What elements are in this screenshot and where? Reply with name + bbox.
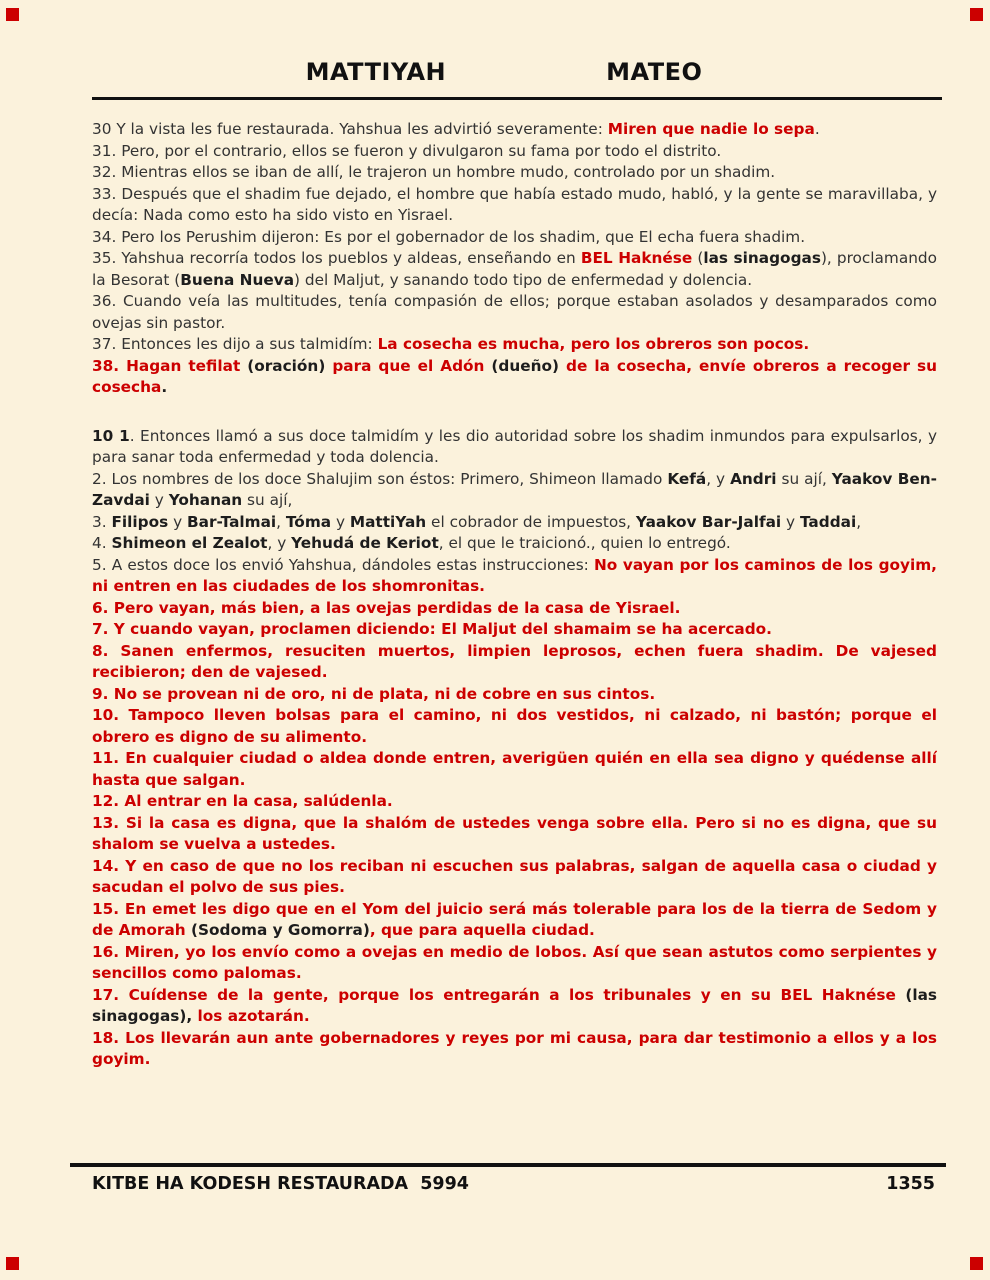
corner-decoration-top-left xyxy=(6,8,19,21)
corner-decoration-bottom-right xyxy=(970,1257,983,1270)
footer-book-title: KITBE HA KODESH RESTAURADA 5994 xyxy=(92,1174,469,1194)
text-run: ), proclamando la Besorat ( xyxy=(92,249,937,289)
text-run: 7. Y cuando vayan, proclamen diciendo: El Maljut del shamaim se ha acercado. xyxy=(92,620,772,638)
paragraph xyxy=(92,856,937,899)
paragraph xyxy=(92,705,937,748)
paragraph xyxy=(92,899,937,942)
text-run: su ají, xyxy=(776,469,832,488)
text-run: , xyxy=(276,512,286,531)
paragraph xyxy=(92,813,937,856)
paragraph xyxy=(92,985,937,1028)
paragraph xyxy=(92,184,937,227)
title-mateo: MATEO xyxy=(606,58,703,86)
text-run: 37. Entonces les dijo a sus talmidím: xyxy=(92,335,378,353)
text-run: (Sodoma y Gomorra) xyxy=(191,921,370,939)
text-run: (oración) xyxy=(247,356,333,375)
text-run: 33. Después que el shadim fue dejado, el hombre que había estado mudo, habló, y la gente se maravillaba, y decía: Nada como esto ha sido visto en Yisrael. xyxy=(92,184,937,224)
text-run: 30 Y la vista les fue restaurada. Yahshua les advirtió severamente: xyxy=(92,120,608,138)
text-run: 38. Hagan tefilat xyxy=(92,356,248,375)
text-run: para que el Adón xyxy=(332,356,492,375)
text-run: Miren que nadie lo sepa xyxy=(607,120,815,138)
text-run: 36. Cuando veía las multitudes, tenía compasión de ellos; porque estaban asolados y desamparados como ovejas sin pastor. xyxy=(92,292,937,332)
corner-decoration-top-right xyxy=(970,8,983,21)
paragraph xyxy=(92,248,937,291)
header-rule xyxy=(92,97,942,100)
text-run: 2. Los nombres de los doce Shalujim son éstos: Primero, Shimeon llamado xyxy=(92,469,668,488)
text-run: Yohanan xyxy=(168,491,243,509)
text-run: 17. Cuídense de la gente, porque los entregarán a los tribunales y en su BEL Haknése xyxy=(92,985,906,1004)
paragraph xyxy=(92,641,937,684)
text-run: (dueño) xyxy=(491,356,567,375)
text-run: 16. Miren, yo los envío como a ovejas en medio de lobos. Así que sean astutos como serpientes y sencillos como palomas. xyxy=(92,942,937,982)
text-run: su ají, xyxy=(242,491,293,509)
paragraph xyxy=(92,162,937,184)
footer-rule xyxy=(70,1163,946,1167)
paragraph xyxy=(92,1028,937,1071)
page-footer xyxy=(92,1174,935,1194)
text-run: (las sinagogas), xyxy=(92,985,937,1025)
text-run: 31. Pero, por el contrario, ellos se fueron y divulgaron su fama por todo el distrito. xyxy=(92,141,722,160)
paragraph xyxy=(92,598,937,620)
text-run: No vayan por los caminos de los goyim, ni entren en las ciudades de los shomronitas. xyxy=(92,555,937,595)
text-run: 3. xyxy=(92,512,112,531)
text-run: 14. Y en caso de que no los reciban ni escuchen sus palabras, salgan de aquella casa o ciudad y sacudan el polvo de sus pies. xyxy=(92,856,937,896)
text-run: , y xyxy=(706,469,731,488)
text-run: ( xyxy=(692,249,704,267)
text-run: Yehudá de Keriot xyxy=(291,534,439,552)
text-run: Buena Nueva xyxy=(180,270,295,289)
text-run: 12. Al entrar en la casa, salúdenla. xyxy=(92,792,393,810)
text-run: Taddai xyxy=(799,512,857,531)
text-run: 15. En emet les digo que en el Yom del juicio será más tolerable para los de la tierra de Sedom y de Amorah xyxy=(92,899,937,939)
text-run: , el que le traicionó., quien lo entregó. xyxy=(438,534,731,552)
text-run: el cobrador de impuestos, xyxy=(426,512,636,531)
text-run: 18. Los llevarán aun ante gobernadores y reyes por mi causa, para dar testimonio a ellos y a los goyim. xyxy=(92,1028,937,1068)
text-run: 9. No se provean ni de oro, ni de plata, ni de cobre en sus cintos. xyxy=(92,684,656,703)
text-run: 10. Tampoco lleven bolsas para el camino, ni dos vestidos, ni calzado, ni bastón; porque el obrero es digno de su alimento. xyxy=(92,706,937,746)
text-run: Filipos xyxy=(111,512,169,531)
text-run: y xyxy=(331,512,350,531)
paragraph xyxy=(92,291,937,334)
text-run: 32. Mientras ellos se iban de allí, le trajeron un hombre mudo, controlado por un shadim. xyxy=(92,163,776,181)
text-run: Kefá xyxy=(667,469,707,488)
text-run: los azotarán. xyxy=(197,1007,310,1025)
text-run: 35. Yahshua recorría todos los pueblos y aldeas, enseñando en xyxy=(92,249,581,267)
text-run: ) del Maljut, y sanando todo tipo de enfermedad y dolencia. xyxy=(294,270,753,289)
text-run: , y xyxy=(267,534,292,552)
paragraph xyxy=(92,533,937,555)
corner-decoration-bottom-left xyxy=(6,1257,19,1270)
paragraph xyxy=(92,555,937,598)
text-run: Andri xyxy=(730,469,777,488)
text-run: Tóma xyxy=(285,512,332,531)
text-run: , que para aquella ciudad. xyxy=(369,921,595,939)
text-run: y xyxy=(781,512,800,531)
paragraph xyxy=(92,619,937,641)
text-run: , xyxy=(856,512,862,531)
paragraph xyxy=(92,119,937,141)
text-run: BEL Haknése xyxy=(580,249,693,267)
text-run: . xyxy=(161,378,168,396)
paragraph xyxy=(92,942,937,985)
document-body xyxy=(92,119,937,1161)
text-run: 4. xyxy=(92,534,112,552)
paragraph xyxy=(92,227,937,249)
paragraph xyxy=(92,469,937,512)
paragraph xyxy=(92,356,937,399)
text-run: y xyxy=(168,512,187,531)
paragraph xyxy=(92,512,937,534)
text-run: y xyxy=(149,491,169,509)
text-run: 10 1 xyxy=(92,426,130,445)
title-mattiyah: MATTIYAH xyxy=(305,58,447,86)
text-run: Bar-Talmai xyxy=(187,512,277,531)
text-run: . xyxy=(814,120,820,138)
paragraph xyxy=(92,426,937,469)
page-header xyxy=(18,58,990,86)
text-run: 6. Pero vayan, más bien, a las ovejas perdidas de la casa de Yisrael. xyxy=(92,598,681,617)
text-run: de la cosecha, envíe obreros a recoger su cosecha xyxy=(92,356,937,396)
text-run: 8. Sanen enfermos, resuciten muertos, limpien leprosos, echen fuera shadim. De vajesed recibieron; den de vajesed. xyxy=(92,641,937,681)
paragraph xyxy=(92,791,937,813)
text-run: Shimeon el Zealot xyxy=(111,534,268,552)
text-run: 13. Si la casa es digna, que la shalóm de ustedes venga sobre ella. Pero si no es digna, que su shalom se vuelva a ustedes. xyxy=(92,813,937,853)
paragraph xyxy=(92,334,937,356)
text-run: 5. A estos doce los envió Yahshua, dándoles estas instrucciones: xyxy=(92,555,594,574)
text-run: La cosecha es mucha, pero los obreros son pocos. xyxy=(377,335,810,353)
text-run: las sinagogas xyxy=(703,249,821,267)
paragraph xyxy=(92,141,937,163)
paragraph xyxy=(92,684,937,706)
text-run: MattiYah xyxy=(349,512,427,531)
text-run: Yaakov Ben-Zavdai xyxy=(92,469,937,509)
text-run: 11. En cualquier ciudad o aldea donde entren, averigüen quién en ella sea digno y quédense allí hasta que salgan. xyxy=(92,749,937,789)
footer-page-number: 1355 xyxy=(886,1174,935,1194)
text-run: Yaakov Bar-Jalfai xyxy=(635,512,782,531)
text-run: 34. Pero los Perushim dijeron: Es por el gobernador de los shadim, que El echa fuera shadim. xyxy=(92,227,806,246)
paragraph xyxy=(92,748,937,791)
text-run: . Entonces llamó a sus doce talmidím y les dio autoridad sobre los shadim inmundos para expulsarlos, y para sanar toda enfermedad y toda dolencia. xyxy=(92,426,937,466)
